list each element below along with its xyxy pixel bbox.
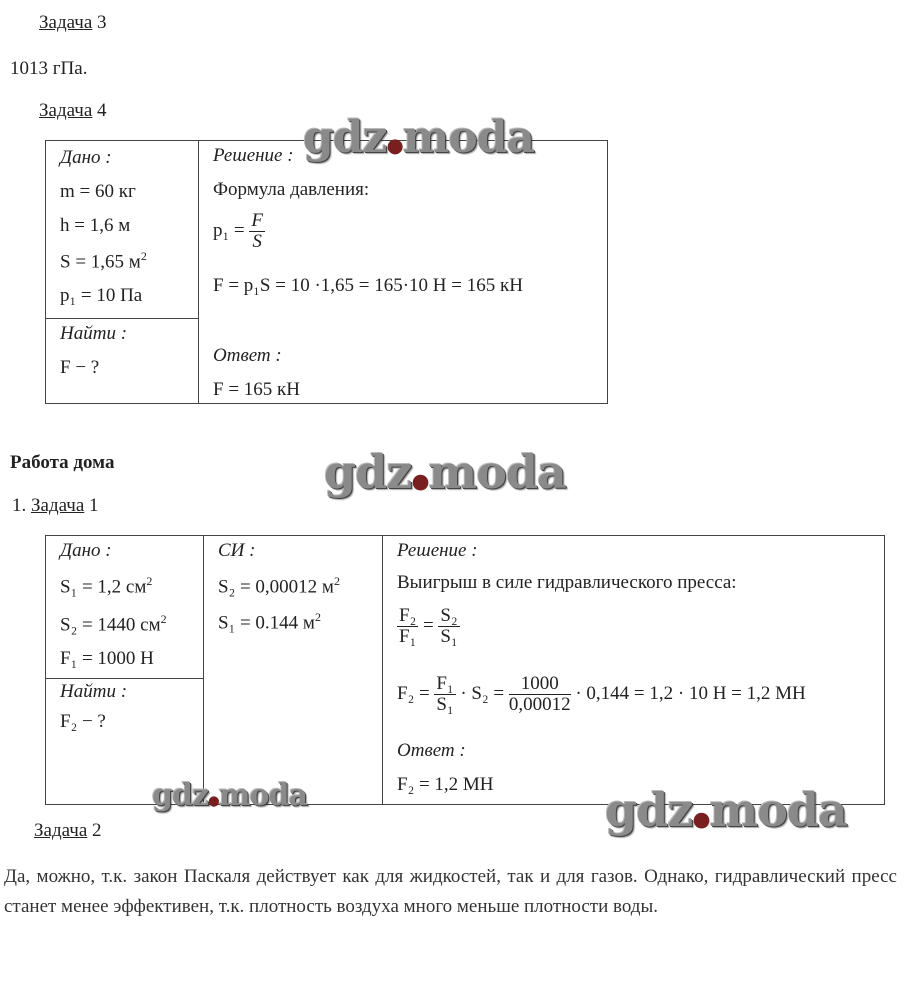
task3-heading	[39, 12, 107, 34]
formula-p1: p₁ = $\frac{F}{S}$	[213, 210, 263, 252]
home-heading: Работа дома	[10, 452, 115, 473]
find-value: F − ?	[60, 357, 100, 378]
task4-title: Задача	[39, 100, 93, 121]
task4-heading	[39, 100, 107, 122]
task4-table	[45, 140, 608, 404]
watermark-logo: gdz●moda	[303, 112, 534, 163]
fraction: $\frac{1000}{0,00012}$	[508, 673, 571, 715]
calc-formula: F₂ = $\frac{\text{F₁}}{\text{S₁}}$ · S₂ = $\frac{1000}{0,00012}$ · 0,144 = 1,2 · 10 Н = 1,2 МН	[397, 673, 806, 715]
si-line: S₁ = 0.144 $м^2$	[218, 610, 321, 634]
formula-caption: Формула давления:	[213, 179, 370, 200]
given-line: p₁ = 10 Па	[60, 285, 143, 306]
fraction: $\frac{F}{S}$	[251, 210, 263, 252]
answer-label: Ответ :	[213, 345, 282, 366]
task4-num: 4	[97, 100, 107, 121]
task3-answer: 1013 гПа.	[10, 58, 88, 79]
ratio-formula: $\frac{\text{F₂}}{\text{F₁}}$ = $\frac{\text{S₂}}{\text{S₁}}$	[399, 605, 458, 647]
given-line: h = 1,6 м	[60, 215, 131, 236]
find-label: Найти :	[60, 323, 128, 344]
task4-solution-cell	[199, 141, 608, 404]
given-label: Дано :	[60, 540, 112, 561]
task3-num: 3	[97, 12, 107, 33]
task1-title: Задача	[31, 495, 85, 516]
home-si-cell	[204, 536, 383, 805]
task2-title: Задача	[34, 820, 88, 841]
task2-num: 2	[92, 820, 102, 841]
si-line: S₂ = 0,00012 $м^2$	[218, 574, 340, 598]
solution-caption: Выигрыш в силе гидравлического пресса:	[397, 572, 737, 593]
home-solution-cell	[383, 536, 885, 805]
given-line: S = 1,65 $м^2$	[60, 249, 147, 273]
solution-label: Решение :	[397, 540, 478, 561]
fraction: $\frac{\text{F₂}}{\text{F₁}}$	[399, 605, 417, 647]
task2-text: Да, можно, т.к. закон Паскаля действует как для жидкостей, так и для газов. Однако, гидравлический пресс станет менее эффективен, т.к. плотность воздуха много меньше плотности воды.	[4, 866, 897, 917]
task2-heading	[34, 820, 102, 842]
answer-value: F₂ = 1,2 МН	[397, 774, 494, 795]
given-label: Дано :	[60, 147, 112, 168]
fraction: $\frac{\text{F₁}}{\text{S₁}}$	[436, 673, 454, 715]
watermark-logo: gdz●moda	[324, 445, 566, 499]
task4-given-cell	[46, 141, 199, 319]
home-given-cell	[46, 536, 204, 679]
find-label: Найти :	[60, 681, 128, 702]
home-task1-table	[45, 535, 885, 805]
si-label: СИ :	[218, 540, 256, 561]
task4-find-cell	[46, 319, 199, 404]
given-line: F₁ = 1000 Н	[60, 648, 154, 669]
task3-title: Задача	[39, 12, 93, 33]
home-task1-heading: 1. Задача 1	[12, 495, 99, 516]
given-line: S₁ = 1,2 $см^2$	[60, 574, 153, 598]
find-value: F₂ − ?	[60, 711, 106, 732]
answer-value: F = 165 кН	[213, 379, 300, 400]
formula-calc: F = p₁S = 10 ·1,65 = 165·10 Н = 165 кН	[213, 275, 523, 296]
given-line: S₂ = 1440 $см^2$	[60, 612, 167, 636]
solution-label: Решение :	[213, 145, 294, 166]
watermark-logo: gdz●moda	[605, 783, 847, 837]
fraction: $\frac{\text{S₂}}{\text{S₁}}$	[440, 605, 458, 647]
given-line: m = 60 кг	[60, 181, 136, 202]
watermark-logo: gdz●moda	[152, 778, 307, 813]
answer-label: Ответ :	[397, 740, 466, 761]
